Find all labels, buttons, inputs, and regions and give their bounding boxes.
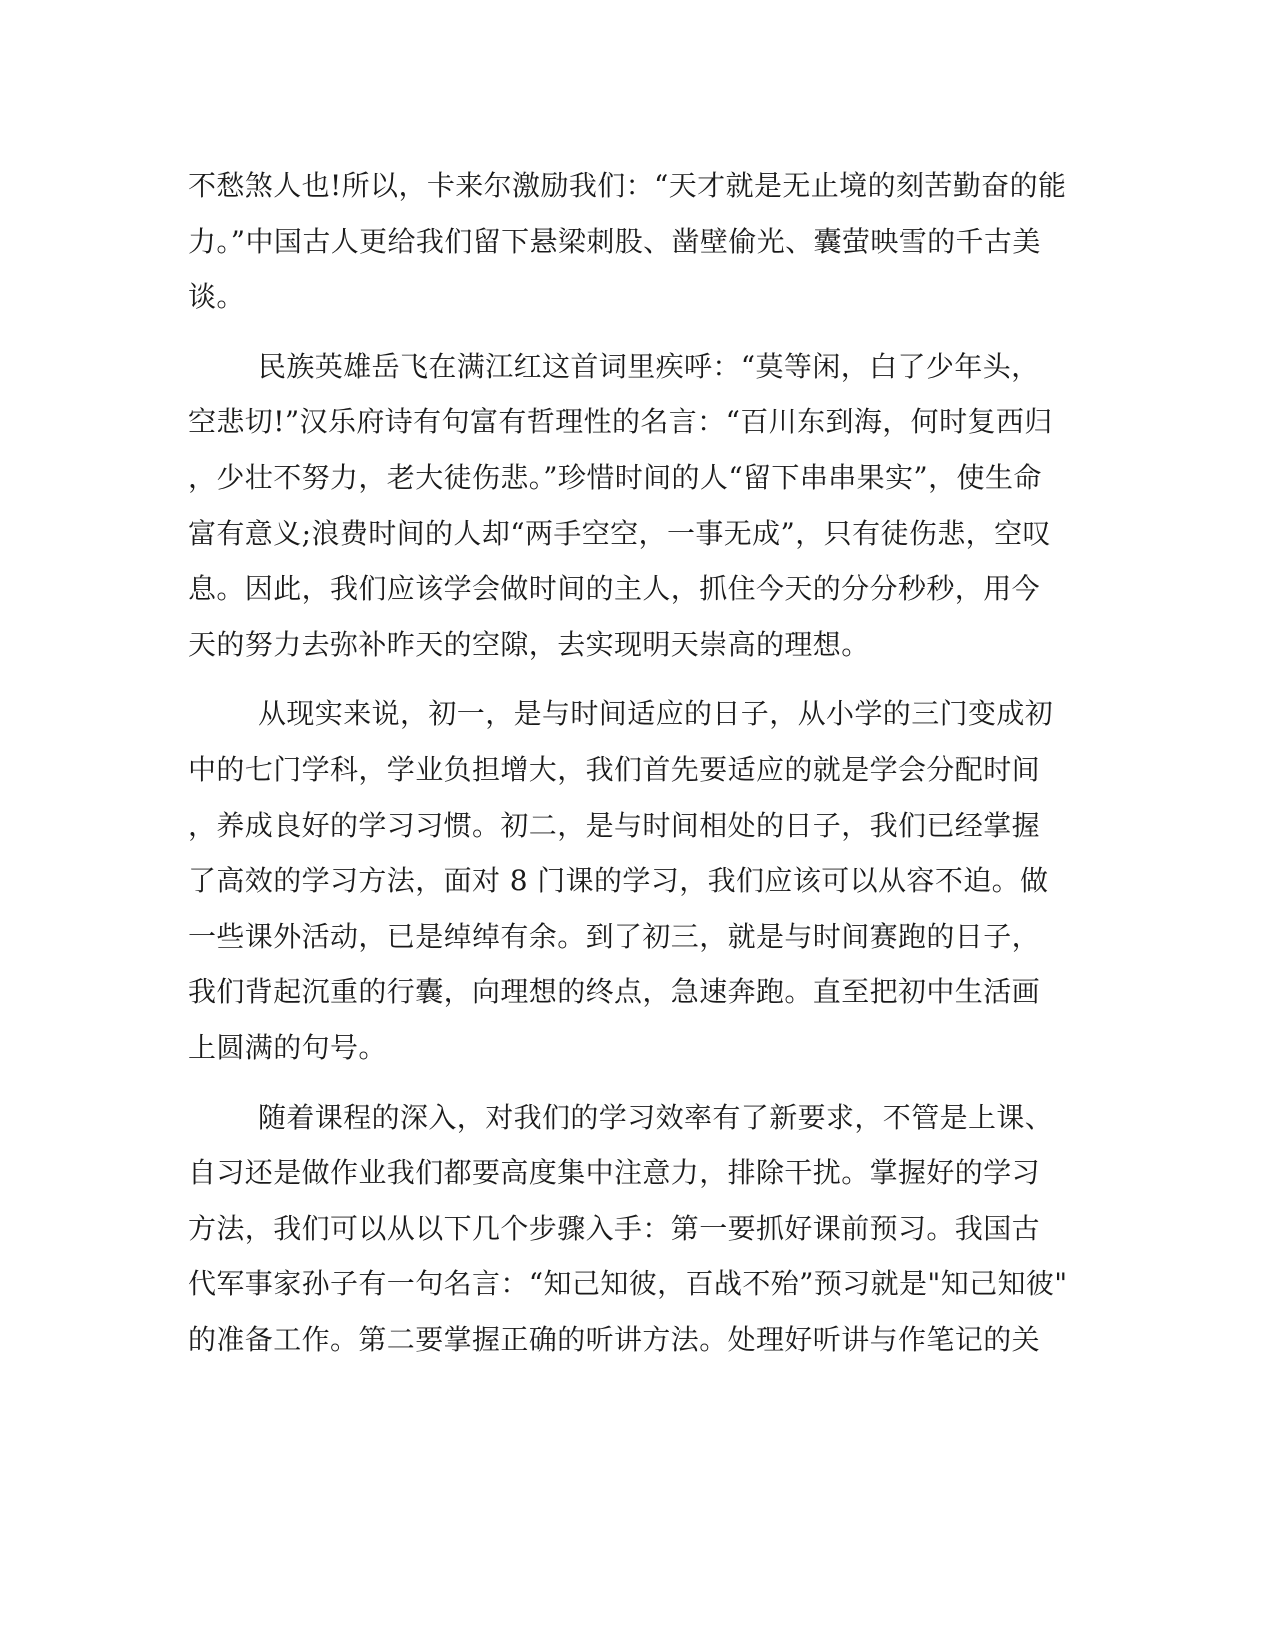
text-line: 上圆满的句号。 (188, 1030, 387, 1064)
text-line: ，养成良好的学习习惯。初二，是与时间相处的日子，我们已经掌握 (188, 808, 1041, 842)
text-line: ，少壮不努力，老大徒伤悲。”珍惜时间的人“留下串串果实”，使生命 (188, 460, 1042, 494)
paragraph-4 (188, 1090, 1088, 1368)
text-line: 随着课程的深入，对我们的学习效率有了新要求，不管是上课、 (258, 1100, 1054, 1134)
text-line: 谈。 (188, 280, 245, 314)
text-line: 了高效的学习方法，面对 8 门课的学习，我们应该可以从容不迫。做 (188, 864, 1049, 898)
paragraph-3 (188, 686, 1088, 1075)
paragraph-1 (188, 158, 1088, 325)
text-line: 代军事家孙子有一句名言：“知己知彼，百战不殆”预习就是"知己知彼" (188, 1267, 1068, 1301)
text-line: 自习还是做作业我们都要高度集中注意力，排除干扰。掌握好的学习 (188, 1156, 1041, 1190)
text-line: 不愁煞人也!所以，卡来尔激励我们：“天才就是无止境的刻苦勤奋的能 (188, 169, 1067, 202)
text-line: 富有意义;浪费时间的人却“两手空空，一事无成”，只有徒伤悲，空叹 (188, 516, 1051, 550)
text-line: 方法，我们可以从以下几个步骤入手：第一要抓好课前预习。我国古 (188, 1211, 1041, 1245)
text-line: 息。因此，我们应该学会做时间的主人，抓住今天的分分秒秒，用今 (188, 572, 1041, 606)
text-line: 民族英雄岳飞在满江红这首词里疾呼：“莫等闲，白了少年头， (258, 349, 1040, 383)
text-line: 中的七门学科，学业负担增大，我们首先要适应的就是学会分配时间 (188, 752, 1041, 786)
text-line: 天的努力去弥补昨天的空隙，去实现明天崇高的理想。 (188, 627, 870, 661)
paragraph-2 (188, 339, 1088, 673)
text-line: 从现实来说，初一，是与时间适应的日子，从小学的三门变成初 (258, 697, 1054, 731)
text-line: 一些课外活动，已是绰绰有余。到了初三，就是与时间赛跑的日子， (188, 919, 1041, 953)
text-line: 空悲切!”汉乐府诗有句富有哲理性的名言：“百川东到海，何时复西归 (188, 405, 1053, 439)
text-line: 的准备工作。第二要掌握正确的听讲方法。处理好听讲与作笔记的关 (188, 1322, 1041, 1356)
text-line: 力。”中国古人更给我们留下悬梁刺股、凿壁偷光、囊萤映雪的千古美 (188, 224, 1041, 258)
text-line: 我们背起沉重的行囊，向理想的终点，急速奔跑。直至把初中生活画 (188, 975, 1041, 1009)
document-body (188, 158, 1088, 1367)
